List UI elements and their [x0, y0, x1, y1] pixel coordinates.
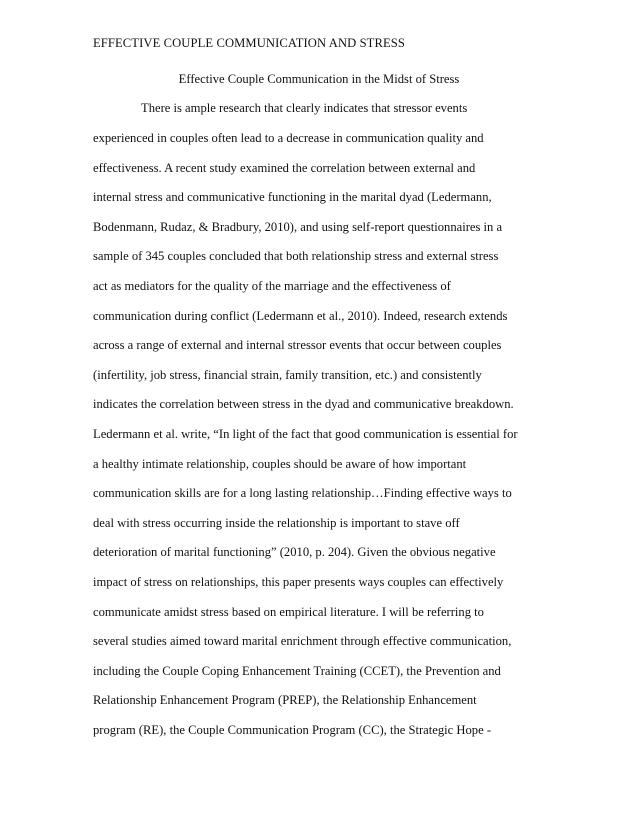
body-line: internal stress and communicative functioning in the marital dyad (Ledermann, — [93, 190, 492, 204]
paper-title-text: Effective Couple Communication in the Midst of Stress — [178, 72, 460, 86]
body-line: There is ample research that clearly indicates that stressor events — [141, 101, 468, 115]
body-line: several studies aimed toward marital enrichment through effective communication, — [93, 634, 512, 648]
body-line: across a range of external and internal stressor events that occur between couples — [93, 338, 502, 352]
body-line: deal with stress occurring inside the relationship is important to stave off — [93, 516, 460, 530]
body-line: communication skills are for a long lasting relationship…Finding effective ways to — [93, 486, 512, 500]
body-line: including the Couple Coping Enhancement Training (CCET), the Prevention and — [93, 664, 501, 678]
body-line: (infertility, job stress, financial strain, family transition, etc.) and consistently — [93, 368, 482, 382]
body-line: indicates the correlation between stress in the dyad and communicative breakdown. — [93, 397, 514, 411]
body-line: sample of 345 couples concluded that both relationship stress and external stress — [93, 249, 499, 263]
body-line: a healthy intimate relationship, couples should be aware of how important — [93, 457, 467, 471]
paper-title — [0, 72, 638, 87]
body-line: program (RE), the Couple Communication Program (CC), the Strategic Hope - — [93, 723, 492, 737]
body-line: deterioration of marital functioning” (2010, p. 204). Given the obvious negative — [93, 545, 496, 559]
body-line: effectiveness. A recent study examined the correlation between external and — [93, 161, 476, 175]
body-line: experienced in couples often lead to a decrease in communication quality and — [93, 131, 484, 145]
body-line: act as mediators for the quality of the marriage and the effectiveness of — [93, 279, 451, 293]
body-line: Ledermann et al. write, “In light of the fact that good communication is essential for — [93, 427, 518, 441]
body-line: Bodenmann, Rudaz, & Bradbury, 2010), and using self-report questionnaires in a — [93, 220, 503, 234]
body-line: communicate amidst stress based on empirical literature. I will be referring to — [93, 605, 484, 619]
running-head: EFFECTIVE COUPLE COMMUNICATION AND STRESS — [93, 36, 405, 50]
body-line: Relationship Enhancement Program (PREP), the Relationship Enhancement — [93, 693, 477, 707]
body-line: communication during conflict (Ledermann et al., 2010). Indeed, research extends — [93, 309, 508, 323]
body-line: impact of stress on relationships, this paper presents ways couples can effectively — [93, 575, 504, 589]
